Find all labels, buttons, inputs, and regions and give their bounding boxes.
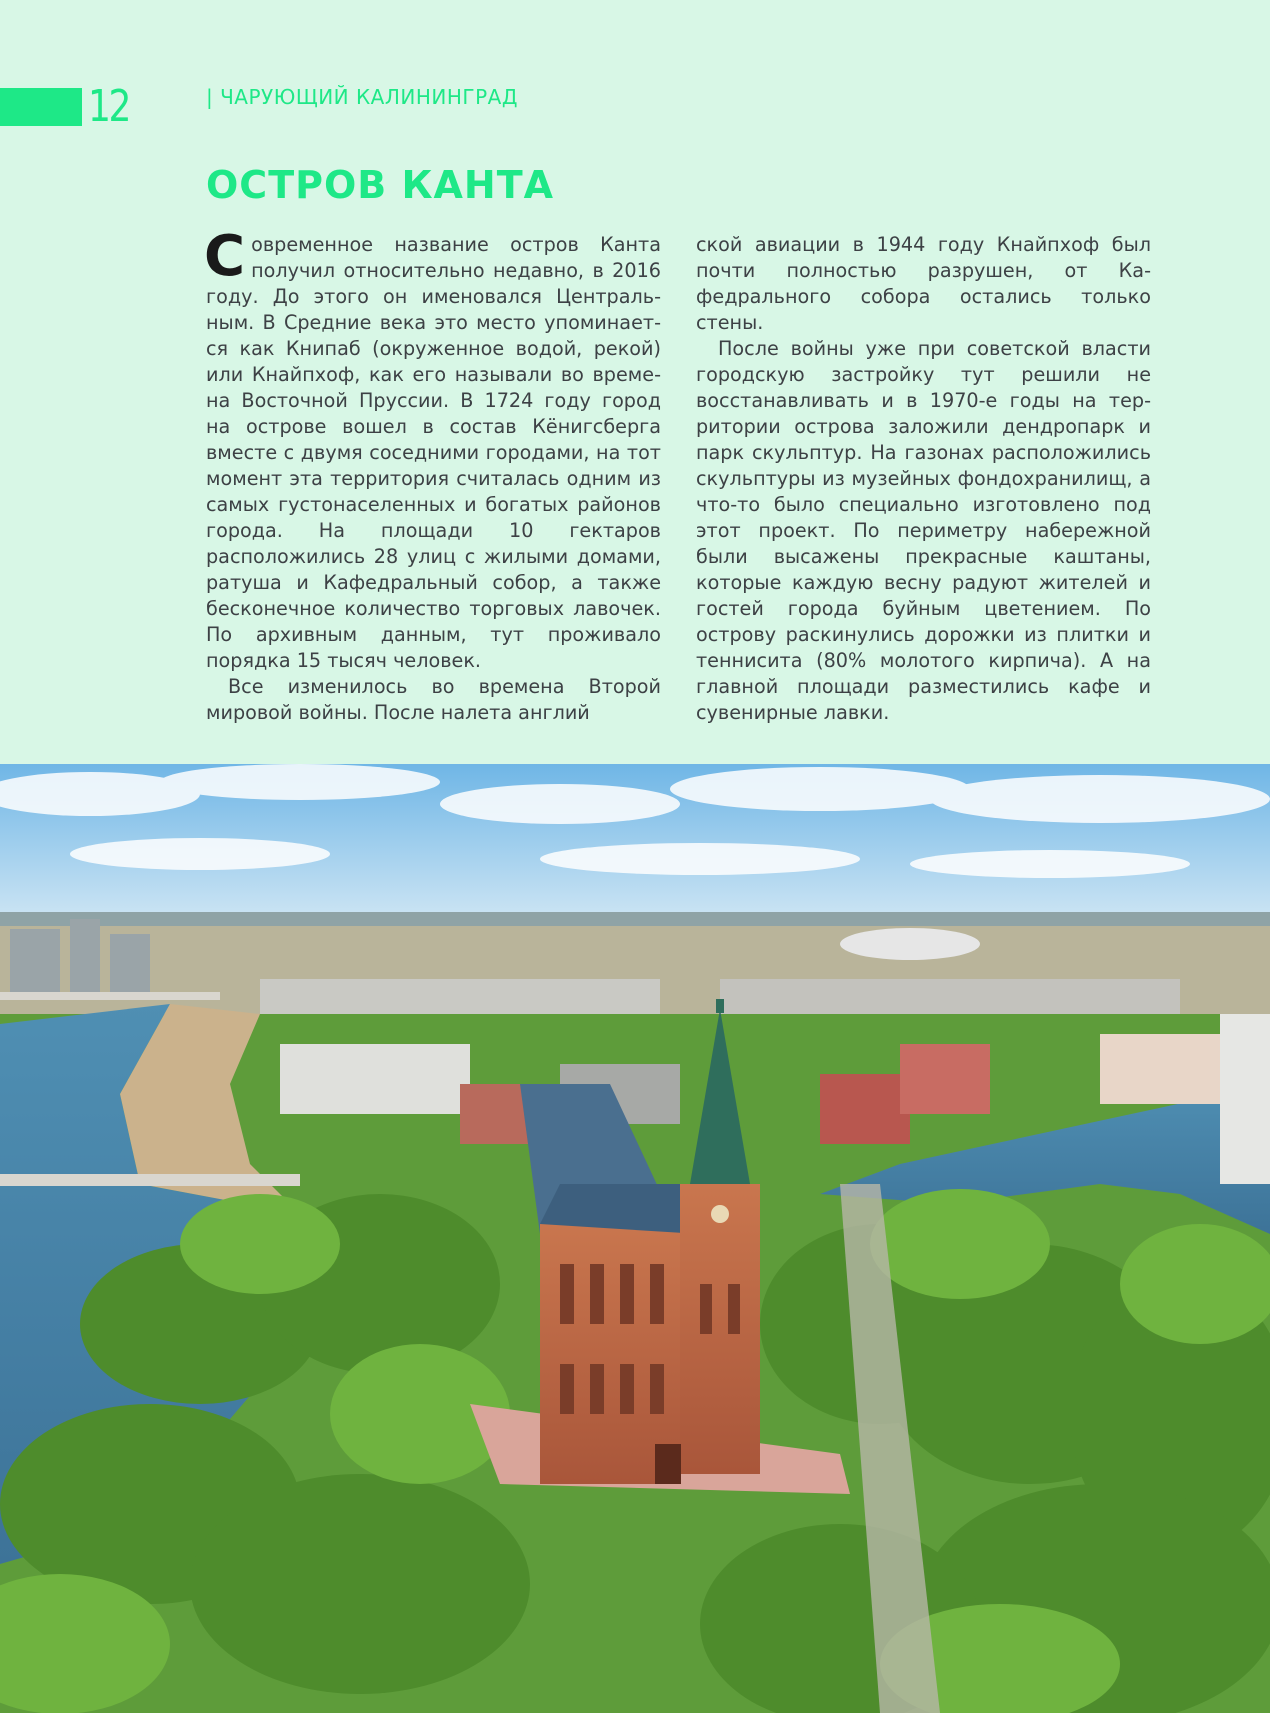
paragraph-2-second-part: ской авиации в 1944 году Кнайпхоф был почти полностью разрушен, от Кафедрального собора остались только стены. — [696, 233, 1151, 334]
paragraph-1-text: овременное название остров Канта получил относительно недавно, в 2016 году. До этого он именовался Центральным. В Средние века это место упоминается как Книпаб (окруженное водой, рекой) или Кнайпхоф, как его называли во времена Восточной Пруссии. В 1724 году город на острове вошел в состав Кёнигсберга вместе с двумя соседними городами, на тот момент эта территория считалась одним из самых густонаселенных и богатых районов города. На площади 10 гектаров расположились 28 улиц с жилыми домами, ратуша и Кафедральный собор, а также бесконечное количество торговых лавочек. По архивным данным, тут проживало порядка 15 тысяч человек. — [206, 233, 661, 672]
section-label: | ЧАРУЮЩИЙ КАЛИНИНГРАД — [206, 85, 518, 109]
paragraph-2-first-part: Все изменилось во времена Второй мировой войны. После налета англий — [206, 675, 661, 724]
article-paragraph-1 — [204, 224, 661, 674]
page-number: 12 — [88, 81, 129, 132]
article-paragraph-2-start — [206, 674, 661, 726]
article-column-left — [204, 224, 661, 726]
dropcap: С — [204, 224, 246, 289]
article-paragraph-3: После войны уже при советской власти городскую застройку тут решили не восстанавливать и в 1970-е годы на территории острова заложили дендропарк и парк скульптур. На газонах расположились скульптуры из музейных фондохранилищ, а что-то было специально изготовлено под этот проект. По периметру набережной были высажены прекрасные каштаны, которые каждую весну радуют жителей и гостей города буйным цветением. По острову раскинулись дорожки из плитки и теннисита (80% молотого кирпича). А на главной площади разместились кафе и сувенирные лавки. — [696, 337, 1151, 724]
page-title: ОСТРОВ КАНТА — [206, 163, 555, 207]
article-column-right — [696, 232, 1151, 726]
article-paragraph-2-end — [696, 232, 1151, 336]
cathedral-aerial-photo — [0, 764, 1270, 1713]
accent-bar — [0, 88, 82, 126]
